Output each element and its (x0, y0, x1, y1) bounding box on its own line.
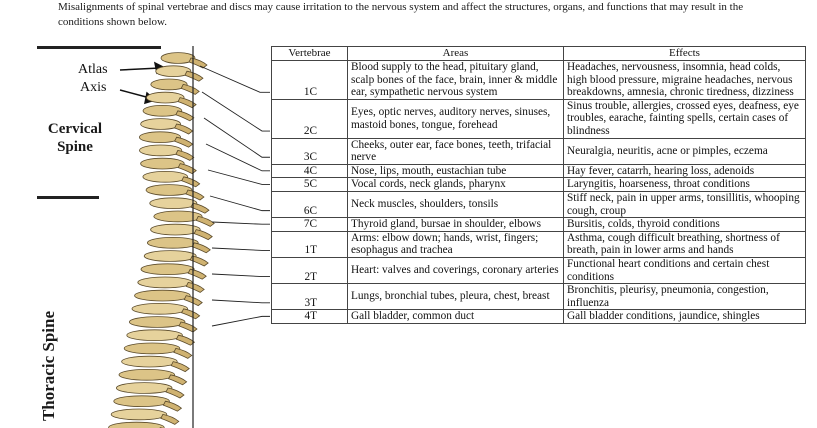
leader-line (210, 196, 270, 211)
vertebra-shape (144, 251, 196, 262)
areas-cell: Gall bladder, common duct (348, 310, 564, 324)
areas-cell: Nose, lips, mouth, eustachian tube (348, 164, 564, 178)
thoracic-spine-label: Thoracic Spine (39, 310, 58, 422)
vertebra-shape (111, 409, 167, 420)
vertebra-cell: 4C (272, 164, 348, 178)
spinous-process-shape (196, 216, 214, 226)
spinous-process-shape (166, 388, 184, 398)
leader-line (212, 222, 270, 224)
vertebra-cell: 6C (272, 191, 348, 217)
effects-cell: Sinus trouble, allergies, crossed eyes, deafness, eye troubles, earache, fainting spells, certain cases of blindness (564, 99, 806, 138)
vertebra-shape (139, 145, 181, 156)
vertebra-cell: 3T (272, 284, 348, 310)
effects-cell: Gall bladder conditions, jaundice, shingles (564, 310, 806, 324)
leader-line (208, 170, 270, 184)
vertebra-cell: 1C (272, 61, 348, 100)
vertebra-shape (146, 185, 192, 196)
vertebra-cell: 2C (272, 99, 348, 138)
table-row (272, 164, 806, 178)
spinous-process-shape (194, 230, 212, 240)
vertebra-shape (141, 158, 185, 169)
vertebra-cell: 2T (272, 257, 348, 283)
effects-cell: Hay fever, catarrh, hearing loss, adenoids (564, 164, 806, 178)
vertebra-shape (147, 237, 198, 248)
vertebra-shape (122, 356, 178, 367)
spinous-process-shape (192, 243, 210, 253)
vertebra-shape (132, 303, 188, 314)
leader-line (204, 118, 270, 157)
spinous-process-shape (176, 335, 194, 345)
spinous-process-shape (181, 84, 199, 94)
leader-line (206, 144, 270, 171)
axis-label: Axis (80, 80, 107, 95)
header-effects: Effects (564, 47, 806, 61)
areas-cell: Blood supply to the head, pituitary gland, scalp bones of the face, brain, inner & middle ear, sympathetic nervous system (348, 61, 564, 100)
leader-line (200, 66, 270, 92)
vertebra-shape (119, 369, 175, 380)
spinous-process-shape (186, 282, 204, 292)
spinous-process-shape (191, 203, 209, 213)
header-vertebrae: Vertebrae (272, 47, 348, 61)
leader-line (212, 316, 270, 326)
table-row (272, 257, 806, 283)
table-row (272, 178, 806, 192)
effects-cell: Neuralgia, neuritis, acne or pimples, eczema (564, 138, 806, 164)
table-row (272, 231, 806, 257)
vertebra-shape (138, 277, 192, 288)
areas-cell: Cheeks, outer ear, face bones, teeth, trifacial nerve (348, 138, 564, 164)
table-row (272, 138, 806, 164)
spine-illustration (0, 0, 270, 428)
vertebra-shape (124, 343, 180, 354)
vertebra-shape (109, 422, 165, 428)
spinous-process-shape (171, 362, 189, 372)
leader-line (212, 248, 270, 250)
areas-cell: Lungs, bronchial tubes, pleura, chest, breast (348, 284, 564, 310)
vertebra-shape (150, 198, 197, 209)
vertebrae-effects-table (271, 46, 806, 324)
effects-cell: Laryngitis, hoarseness, throat conditions (564, 178, 806, 192)
spinous-process-shape (186, 190, 204, 200)
spinous-process-shape (169, 375, 187, 385)
vertebra-shape (114, 396, 170, 407)
vertebra-shape (129, 317, 185, 328)
effects-cell: Asthma, cough difficult breathing, shortness of breath, pain in lower arms and hands (564, 231, 806, 257)
spinous-process-shape (179, 322, 197, 332)
effects-cell: Bronchitis, pleurisy, pneumonia, congestion, influenza (564, 284, 806, 310)
spinous-process-shape (176, 150, 194, 160)
vertebra-shape (135, 290, 191, 301)
intro-text: Misalignments of spinal vertebrae and discs may cause irritation to the nervous system and affect the structures, organs, and functions that may result in the conditions shown below. (58, 1, 744, 28)
spinous-process-shape (185, 71, 203, 81)
spinous-process-shape (175, 124, 193, 134)
table-row (272, 218, 806, 232)
table-row (272, 61, 806, 100)
spinous-process-shape (175, 137, 193, 147)
spinous-process-shape (163, 401, 181, 411)
table-row (272, 99, 806, 138)
areas-cell: Neck muscles, shoulders, tonsils (348, 191, 564, 217)
spinous-process-shape (189, 58, 207, 68)
effects-cell: Bursitis, colds, thyroid conditions (564, 218, 806, 232)
vertebra-cell: 3C (272, 138, 348, 164)
effects-cell: Stiff neck, pain in upper arms, tonsillitis, whooping cough, croup (564, 191, 806, 217)
vertebra-cell: 5C (272, 178, 348, 192)
spinous-process-shape (188, 269, 206, 279)
table-row (272, 284, 806, 310)
vertebra-cell: 4T (272, 310, 348, 324)
cervical-spine-label: Cervical Spine (47, 121, 103, 155)
spinous-process-shape (174, 348, 192, 358)
header-areas: Areas (348, 47, 564, 61)
atlas-label: Atlas (78, 62, 108, 77)
spinous-process-shape (161, 414, 179, 424)
spinous-process-shape (182, 177, 200, 187)
spinous-process-shape (182, 309, 200, 319)
areas-cell: Eyes, optic nerves, auditory nerves, sinuses, mastoid bones, tongue, forehead (348, 99, 564, 138)
table-row (272, 310, 806, 324)
vertebra-shape (116, 383, 172, 394)
vertebra-cell: 7C (272, 218, 348, 232)
leader-line (212, 274, 270, 277)
areas-cell: Thyroid gland, bursae in shoulder, elbows (348, 218, 564, 232)
effects-cell: Functional heart conditions and certain chest conditions (564, 257, 806, 283)
areas-cell: Heart: valves and coverings, coronary arteries (348, 257, 564, 283)
leader-line (212, 300, 270, 303)
leader-line (202, 92, 270, 131)
table-row (272, 191, 806, 217)
vertebra-shape (127, 330, 183, 341)
vertebra-cell: 1T (272, 231, 348, 257)
areas-cell: Arms: elbow down; hands, wrist, fingers; esophagus and trachea (348, 231, 564, 257)
areas-cell: Vocal cords, neck glands, pharynx (348, 178, 564, 192)
effects-cell: Headaches, nervousness, insomnia, head colds, high blood pressure, migraine headaches, nervous breakdowns, amnesia, chronic tiredness, dizziness (564, 61, 806, 100)
spinous-process-shape (176, 111, 194, 121)
vertebra-shape (141, 264, 194, 275)
vertebra-shape (154, 211, 202, 222)
vertebra-shape (143, 171, 188, 182)
